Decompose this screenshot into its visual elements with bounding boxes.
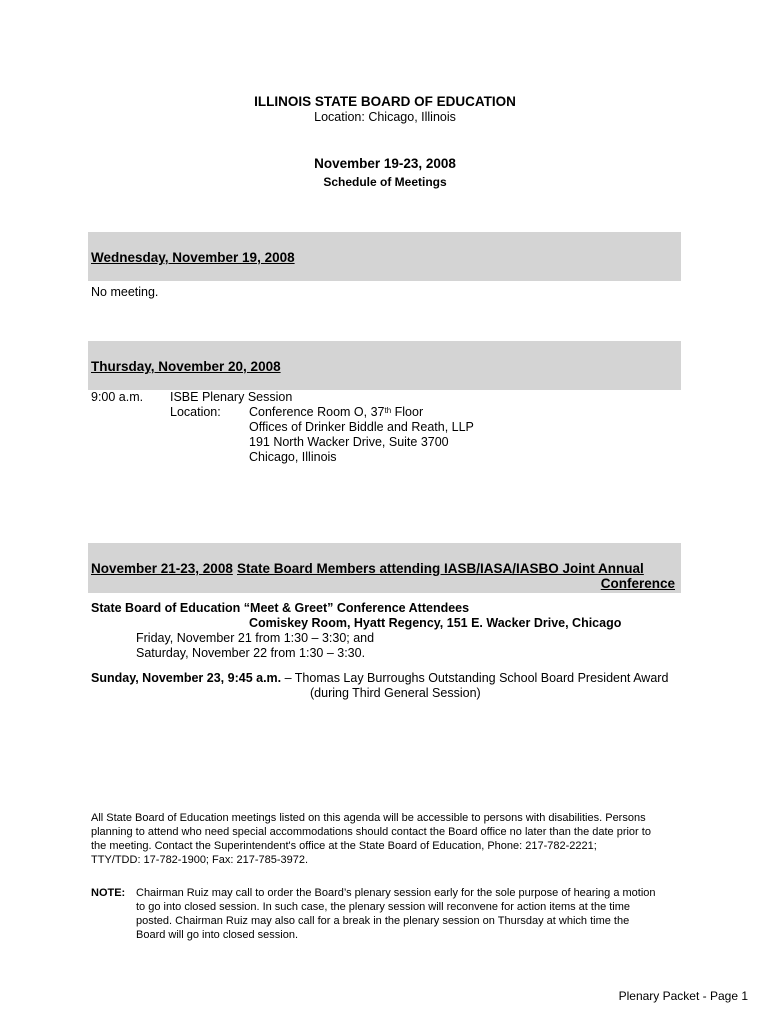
wednesday-heading: Wednesday, November 19, 2008 xyxy=(91,250,295,265)
wednesday-text: No meeting. xyxy=(91,285,159,299)
thursday-address-line2: 191 North Wacker Drive, Suite 3700 xyxy=(249,435,449,449)
note-label: NOTE: xyxy=(91,887,126,899)
meet-greet-location: Comiskey Room, Hyatt Regency, 151 E. Wacker Drive, Chicago xyxy=(249,616,622,630)
wednesday-section-bar xyxy=(88,232,681,281)
thursday-heading: Thursday, November 20, 2008 xyxy=(91,359,281,374)
meet-greet-saturday: Saturday, November 22 from 1:30 – 3:30. xyxy=(136,646,366,660)
document-title: ILLINOIS STATE BOARD OF EDUCATION xyxy=(254,94,516,109)
document-location: Location: Chicago, Illinois xyxy=(314,110,456,124)
conference-heading-title-end: Conference xyxy=(600,576,675,591)
conference-section-bar xyxy=(88,543,681,593)
sunday-award: Sunday, November 23, 9:45 a.m. – Thomas Lay Burroughs Outstanding School Board President Award xyxy=(91,671,669,685)
thursday-section-bar xyxy=(88,341,681,390)
conference-heading-date: November 21-23, 2008 xyxy=(91,561,233,576)
document-dates: November 19-23, 2008 xyxy=(314,156,456,171)
thursday-time: 9:00 a.m. xyxy=(91,390,144,404)
thursday-address-line3: Chicago, Illinois xyxy=(249,450,337,464)
meet-greet-title: State Board of Education “Meet & Greet” Conference Attendees xyxy=(91,601,470,615)
thursday-room: Conference Room O, 37th Floor xyxy=(249,405,424,419)
meet-greet-friday: Friday, November 21 from 1:30 – 3:30; and xyxy=(136,631,375,645)
thursday-session: ISBE Plenary Session xyxy=(170,390,293,404)
sunday-award-note: (during Third General Session) xyxy=(310,686,481,700)
thursday-location-label: Location: xyxy=(170,405,221,419)
conference-heading-title: State Board Members attending IASB/IASA/IASBO Joint Annual xyxy=(237,561,644,576)
document-subtitle: Schedule of Meetings xyxy=(323,175,447,189)
note-text: Chairman Ruiz may call to order the Board’s plenary session early for the sole purpose of hearing a motion to go into closed session. In such case, the plenary session will reconvene for action items at the time posted. Chairman Ruiz may also call for a break in the plenary session on Thursday at which time the Board will go into closed session. xyxy=(136,887,656,941)
accessibility-notice: All State Board of Education meetings listed on this agenda will be accessible to persons with disabilities. Persons planning to attend who need special accommodations should contact the Board office no later than the date prior to the meeting. Contact the Superintendent's office at the State Board of Education, Phone: 217-782-2221; TTY/TDD: 17-782-1900; Fax: 217-785-3972. xyxy=(91,812,651,866)
page-footer: Plenary Packet - Page 1 xyxy=(618,989,748,1003)
thursday-address-line1: Offices of Drinker Biddle and Reath, LLP xyxy=(249,420,474,434)
